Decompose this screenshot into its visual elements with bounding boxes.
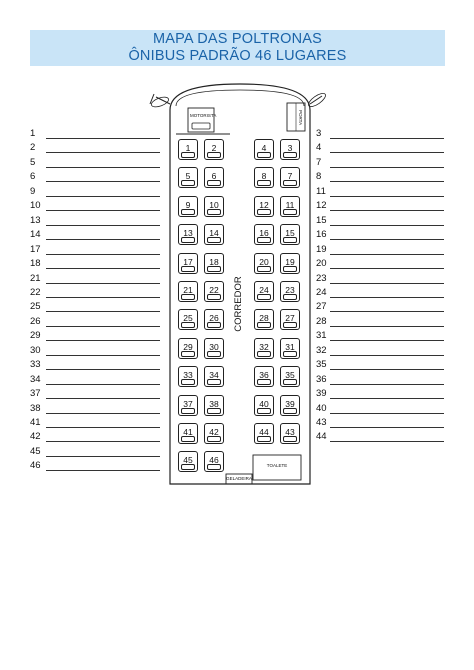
driver-label: MOTORISTA xyxy=(190,113,217,118)
seat-cushion xyxy=(207,379,221,385)
seat-number: 23 xyxy=(285,285,295,295)
seat-number-label: 44 xyxy=(316,431,327,443)
seat-number: 20 xyxy=(259,256,269,267)
seat-number: 37 xyxy=(183,398,193,409)
seat-number-label: 19 xyxy=(316,243,327,255)
seat-33[interactable] xyxy=(178,366,198,387)
seat-number: 31 xyxy=(285,341,295,352)
seat-number-label: 28 xyxy=(316,315,327,327)
seat-8[interactable] xyxy=(254,167,274,188)
corridor-label: CORREDOR xyxy=(233,276,244,332)
seat-number: 34 xyxy=(209,370,219,381)
seat-number: 10 xyxy=(209,199,219,210)
seat-cushion xyxy=(257,237,271,243)
seat-24[interactable] xyxy=(254,281,274,302)
seat-18[interactable] xyxy=(204,253,224,274)
seat-number: 35 xyxy=(285,370,295,381)
seat-number: 45 xyxy=(183,455,193,466)
seat-cushion xyxy=(283,180,297,186)
seat-number: 25 xyxy=(183,313,193,324)
seat-38[interactable] xyxy=(204,395,224,416)
seat-10[interactable] xyxy=(204,196,224,217)
seat-number: 7 xyxy=(287,171,293,182)
seat-cushion xyxy=(283,237,297,243)
seat-number: 9 xyxy=(185,199,191,210)
seat-cushion xyxy=(283,294,297,300)
seat-22[interactable] xyxy=(204,281,224,302)
title-line-2: ÔNIBUS PADRÃO 46 LUGARES xyxy=(128,48,347,64)
seat-cushion xyxy=(257,152,271,158)
seat-32[interactable] xyxy=(254,338,274,359)
seat-cushion xyxy=(207,351,221,357)
seat-cushion xyxy=(181,408,195,414)
seat-3[interactable] xyxy=(280,139,300,160)
fridge-label: GELADEIRA xyxy=(226,476,252,481)
seat-number-label: 25 xyxy=(30,301,41,313)
seat-number: 19 xyxy=(285,256,295,267)
seat-cushion xyxy=(181,436,195,442)
seat-number: 41 xyxy=(183,427,193,437)
seat-number-label: 45 xyxy=(30,445,41,457)
seat-cushion xyxy=(257,266,271,272)
seat-number: 22 xyxy=(209,285,219,295)
seat-17[interactable] xyxy=(178,253,198,274)
seat-11[interactable] xyxy=(280,196,300,217)
seat-number: 42 xyxy=(209,427,219,437)
seat-cushion xyxy=(257,294,271,300)
seat-1[interactable] xyxy=(178,139,198,160)
seat-28[interactable] xyxy=(254,309,274,330)
seat-39[interactable] xyxy=(280,395,300,416)
seat-9[interactable] xyxy=(178,196,198,217)
seat-number: 4 xyxy=(261,143,267,153)
door-label: PORTA xyxy=(298,110,303,126)
seat-cushion xyxy=(257,322,271,328)
seat-23[interactable] xyxy=(280,281,300,302)
seat-21[interactable] xyxy=(178,281,198,302)
seat-number: 13 xyxy=(183,228,193,239)
right-mirror-icon xyxy=(307,91,328,109)
seat-number-label: 41 xyxy=(30,417,41,428)
seat-number-label: 39 xyxy=(316,388,327,400)
seat-number-label: 6 xyxy=(30,171,36,183)
seat-cushion xyxy=(257,180,271,186)
seat-number: 14 xyxy=(209,228,219,239)
seat-number: 38 xyxy=(209,398,219,409)
seat-25[interactable] xyxy=(178,309,198,330)
seat-number-label: 14 xyxy=(30,229,41,241)
seat-number: 36 xyxy=(259,370,269,381)
seat-number-label: 1 xyxy=(30,128,36,139)
seat-number-label: 9 xyxy=(30,185,36,197)
seat-number: 33 xyxy=(183,370,193,381)
seat-cushion xyxy=(283,322,297,328)
seat-number: 15 xyxy=(285,228,295,239)
seat-number: 11 xyxy=(285,199,295,210)
seat-31[interactable] xyxy=(280,338,300,359)
seat-37[interactable] xyxy=(178,395,198,416)
seat-number-label: 46 xyxy=(30,460,41,472)
seat-cushion xyxy=(207,436,221,442)
seat-cushion xyxy=(181,180,195,186)
seat-number: 8 xyxy=(261,171,267,182)
seat-cushion xyxy=(283,436,297,442)
seat-number-label: 20 xyxy=(316,258,327,270)
seat-number: 32 xyxy=(259,341,269,352)
seat-number-label: 11 xyxy=(316,185,326,197)
seat-number-label: 34 xyxy=(30,373,41,385)
seat-number-label: 35 xyxy=(316,359,327,371)
seat-29[interactable] xyxy=(178,338,198,359)
seat-number-label: 17 xyxy=(30,243,41,255)
seat-cushion xyxy=(257,408,271,414)
seat-number-label: 42 xyxy=(30,431,41,443)
seat-number-label: 3 xyxy=(316,128,322,139)
seat-cushion xyxy=(181,294,195,300)
seat-number: 2 xyxy=(211,143,217,153)
seat-number: 24 xyxy=(259,285,269,295)
seat-cushion xyxy=(181,209,195,215)
seat-number-label: 36 xyxy=(316,373,327,385)
seat-cushion xyxy=(283,209,297,215)
seat-cushion xyxy=(207,237,221,243)
seat-number-label: 18 xyxy=(30,258,41,270)
seat-27[interactable] xyxy=(280,309,300,330)
seat-number: 18 xyxy=(209,256,219,267)
seat-cushion xyxy=(207,464,221,470)
seat-number-label: 2 xyxy=(30,142,36,154)
seat-cushion xyxy=(207,152,221,158)
seat-cushion xyxy=(207,322,221,328)
seat-30[interactable] xyxy=(204,338,224,359)
seat-number-label: 8 xyxy=(316,171,322,183)
seat-number-label: 24 xyxy=(316,286,327,298)
seat-number: 1 xyxy=(185,143,191,153)
seat-number-label: 38 xyxy=(30,402,41,414)
seat-number: 40 xyxy=(259,398,269,409)
left-mirror-icon xyxy=(150,94,170,109)
seat-45[interactable] xyxy=(178,451,198,472)
seat-number: 21 xyxy=(183,285,193,295)
seat-number: 27 xyxy=(285,313,295,324)
seat-number-label: 15 xyxy=(316,214,327,226)
seat-6[interactable] xyxy=(204,167,224,188)
seat-7[interactable] xyxy=(280,167,300,188)
seat-number-label: 16 xyxy=(316,229,327,241)
seat-number: 39 xyxy=(285,398,295,409)
seat-number-label: 40 xyxy=(316,402,327,414)
seat-number: 44 xyxy=(259,427,269,437)
title-line-1: MAPA DAS POLTRONAS xyxy=(152,31,323,47)
seat-40[interactable] xyxy=(254,395,274,416)
seat-cushion xyxy=(181,351,195,357)
seat-cushion xyxy=(257,379,271,385)
seat-5[interactable] xyxy=(178,167,198,188)
seat-2[interactable] xyxy=(204,139,224,160)
seat-cushion xyxy=(181,152,195,158)
seat-4[interactable] xyxy=(254,139,274,160)
seat-number: 29 xyxy=(183,341,193,352)
seat-number: 6 xyxy=(211,171,217,182)
seat-number: 3 xyxy=(287,143,293,153)
seat-cushion xyxy=(283,408,297,414)
seat-number-label: 32 xyxy=(316,344,327,356)
seat-number-label: 37 xyxy=(30,388,41,400)
seat-36[interactable] xyxy=(254,366,274,387)
seat-cushion xyxy=(181,464,195,470)
seat-cushion xyxy=(207,180,221,186)
seat-35[interactable] xyxy=(280,366,300,387)
seat-number-label: 31 xyxy=(316,330,327,342)
seat-cushion xyxy=(207,266,221,272)
seat-cushion xyxy=(257,209,271,215)
seat-number-label: 23 xyxy=(316,272,327,284)
seat-number: 5 xyxy=(185,171,191,182)
seat-cushion xyxy=(283,379,297,385)
seat-16[interactable] xyxy=(254,224,274,245)
seat-cushion xyxy=(257,351,271,357)
seat-cushion xyxy=(181,266,195,272)
seat-26[interactable] xyxy=(204,309,224,330)
toilet-label: TOALETE xyxy=(266,463,288,468)
seat-number-label: 22 xyxy=(30,286,41,298)
seat-cushion xyxy=(207,209,221,215)
seat-14[interactable] xyxy=(204,224,224,245)
seat-number-label: 26 xyxy=(30,315,41,327)
seat-number-label: 30 xyxy=(30,344,41,356)
seat-15[interactable] xyxy=(280,224,300,245)
seat-42[interactable] xyxy=(204,423,224,444)
seat-number-label: 21 xyxy=(30,272,41,284)
seat-number-label: 29 xyxy=(30,330,41,342)
seat-number-label: 7 xyxy=(316,156,322,168)
seat-number: 43 xyxy=(285,427,295,437)
seat-number: 30 xyxy=(209,341,219,352)
seat-cushion xyxy=(181,322,195,328)
seat-12[interactable] xyxy=(254,196,274,217)
seat-13[interactable] xyxy=(178,224,198,245)
seat-41[interactable] xyxy=(178,423,198,444)
seat-46[interactable] xyxy=(204,451,224,472)
seat-cushion xyxy=(207,294,221,300)
seat-number-label: 43 xyxy=(316,417,327,428)
seat-number: 46 xyxy=(209,455,219,466)
seat-20[interactable] xyxy=(254,253,274,274)
seat-19[interactable] xyxy=(280,253,300,274)
seat-number: 12 xyxy=(259,199,269,210)
seat-cushion xyxy=(283,266,297,272)
seat-number: 26 xyxy=(209,313,219,324)
seat-cushion xyxy=(283,351,297,357)
seat-cushion xyxy=(207,408,221,414)
seat-44[interactable] xyxy=(254,423,274,444)
seat-number: 28 xyxy=(259,313,269,324)
seat-number: 17 xyxy=(183,256,193,267)
seat-number-label: 5 xyxy=(30,156,36,168)
seat-cushion xyxy=(283,152,297,158)
seat-number-label: 27 xyxy=(316,301,327,313)
seat-cushion xyxy=(181,379,195,385)
seat-number-label: 12 xyxy=(316,200,327,212)
seat-number-label: 33 xyxy=(30,359,41,371)
seat-number: 16 xyxy=(259,228,269,239)
seat-43[interactable] xyxy=(280,423,300,444)
seat-cushion xyxy=(181,237,195,243)
seat-number-label: 4 xyxy=(316,142,322,154)
seat-number-label: 10 xyxy=(30,200,41,212)
seat-34[interactable] xyxy=(204,366,224,387)
seat-cushion xyxy=(257,436,271,442)
seat-number-label: 13 xyxy=(30,214,41,226)
